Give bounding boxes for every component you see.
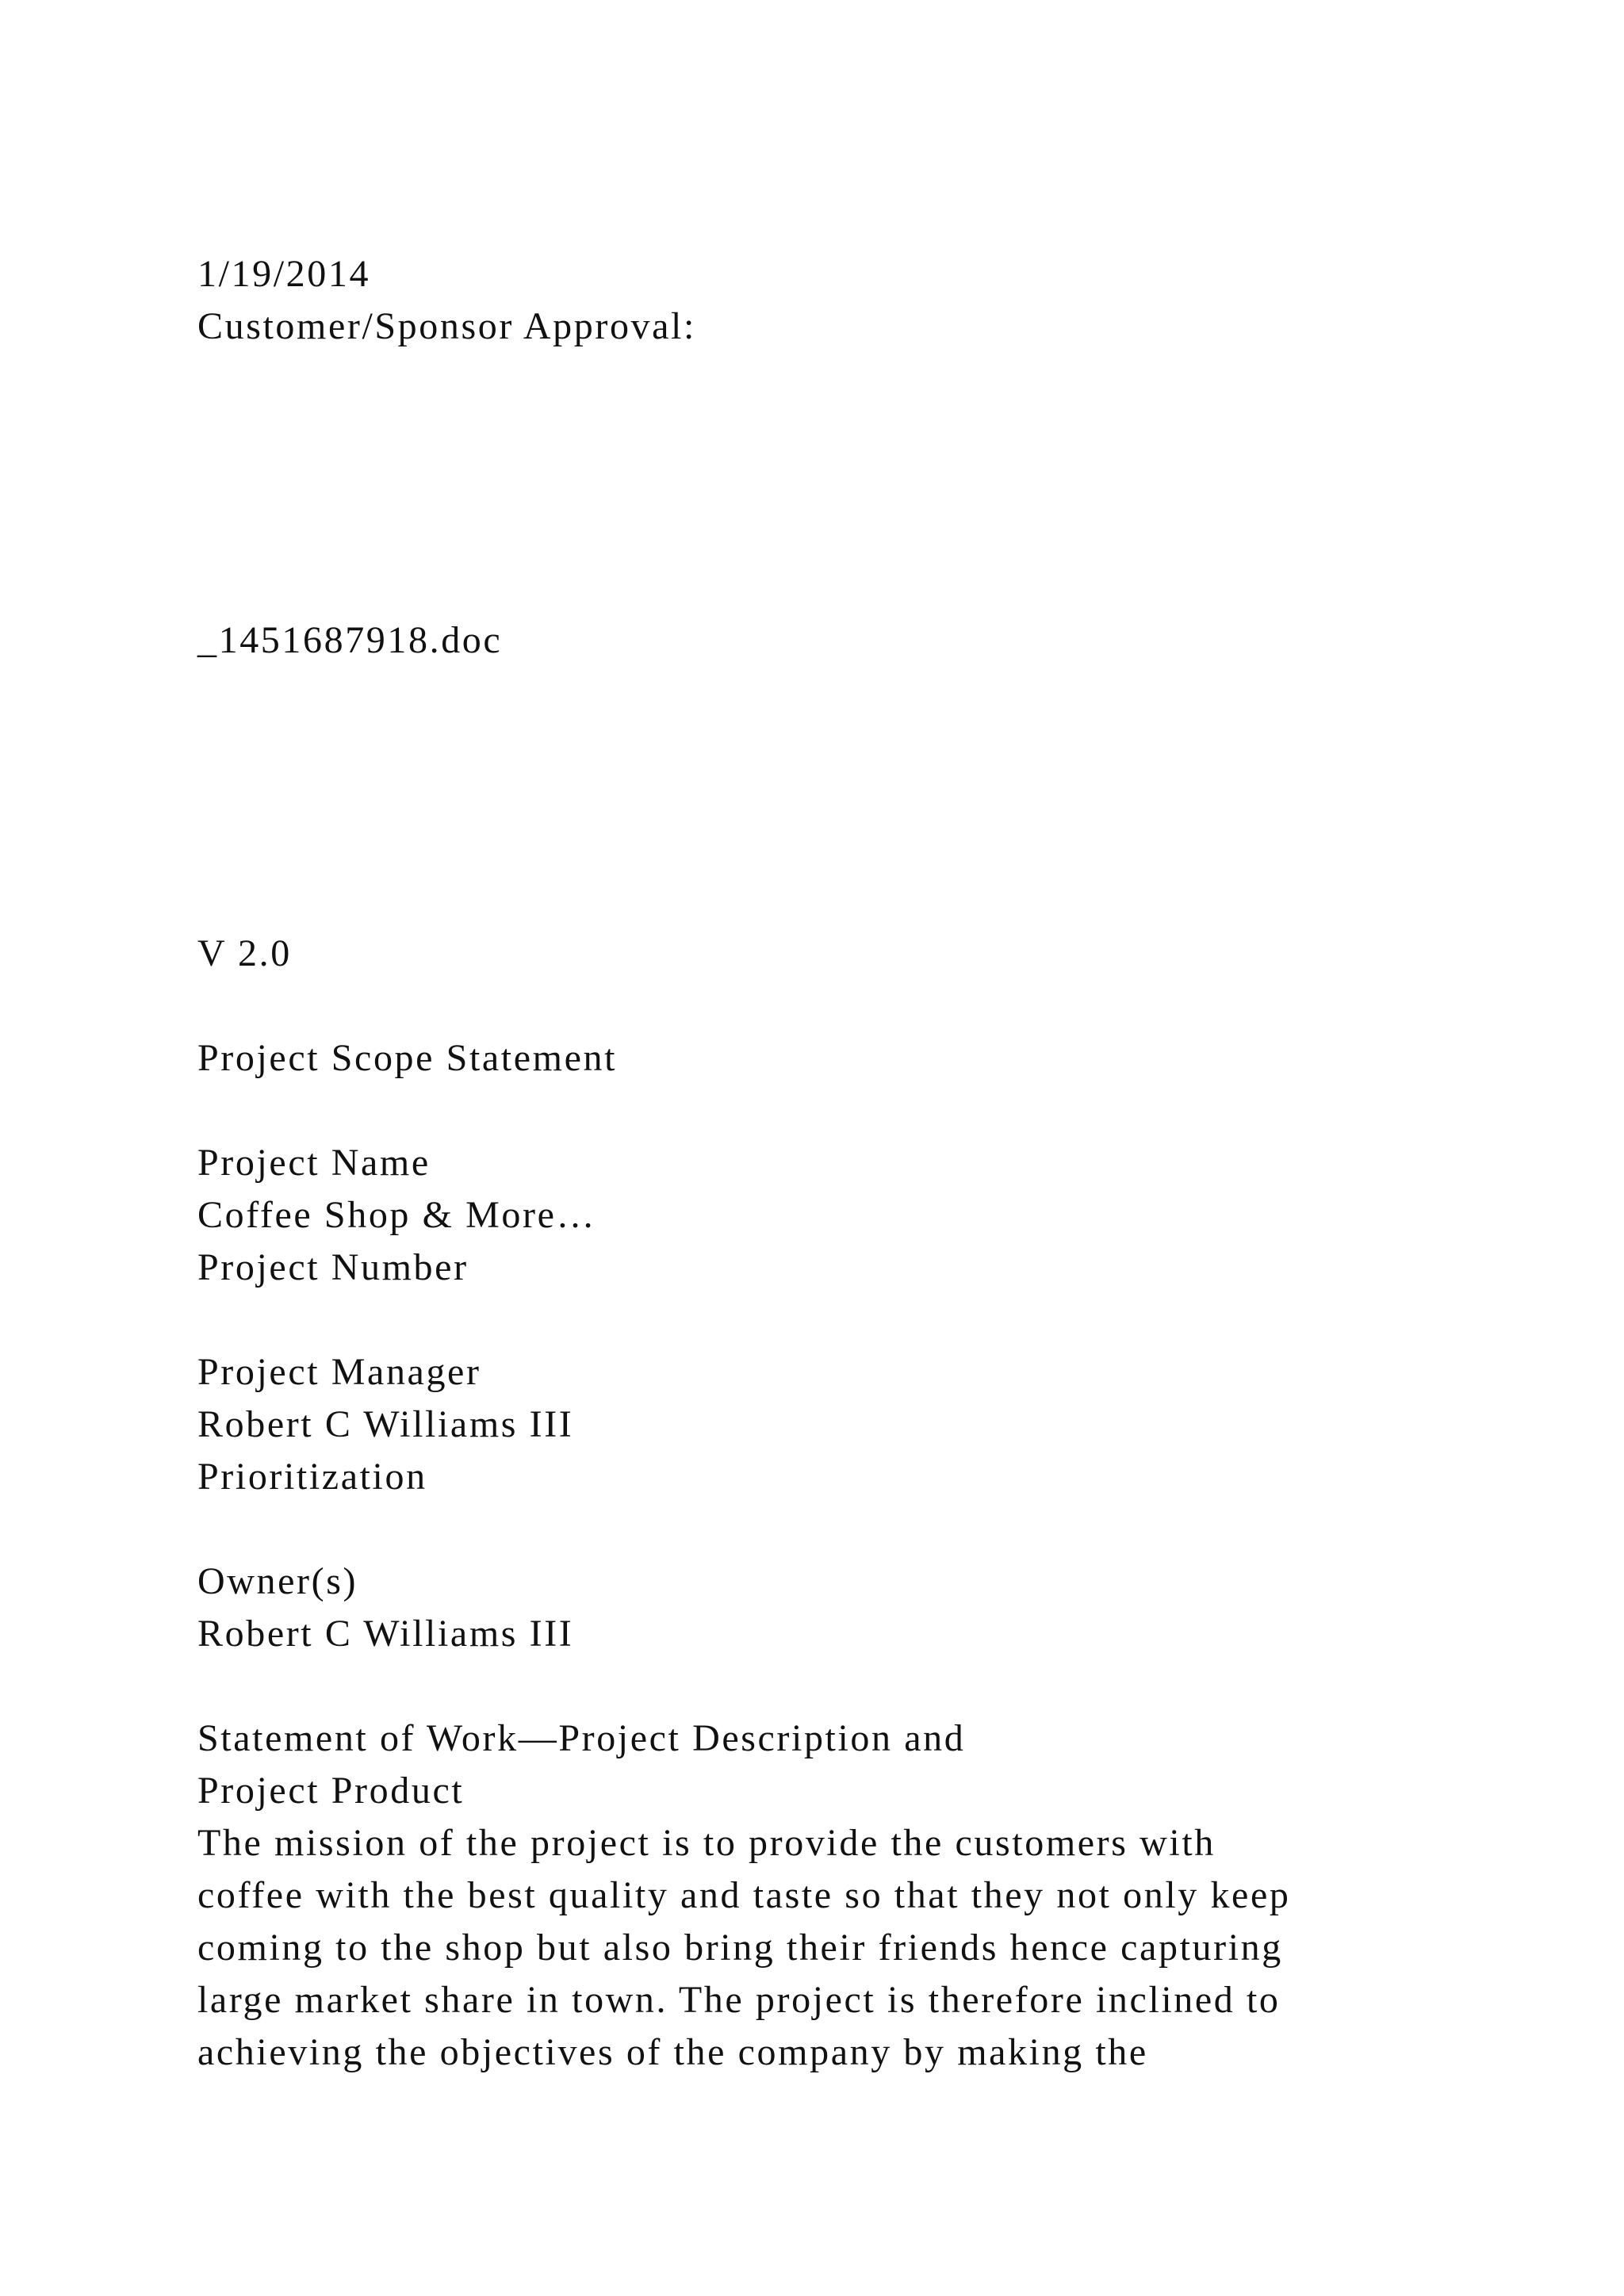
project-name-value: Coffee Shop & More… <box>197 1194 597 1236</box>
sow-heading-continued: Project Product <box>197 1770 465 1812</box>
project-manager-value: Robert C Williams III <box>197 1403 574 1445</box>
owners-label: Owner(s) <box>197 1560 358 1602</box>
attachment-filename: _1451687918.doc <box>197 619 503 661</box>
owners-value: Robert C Williams III <box>197 1613 574 1655</box>
project-manager-label: Project Manager <box>197 1351 481 1393</box>
body-paragraph-line: achieving the objectives of the company by making the <box>197 2031 1148 2073</box>
prioritization-label: Prioritization <box>197 1456 427 1498</box>
body-paragraph-line: The mission of the project is to provide the customers with <box>197 1822 1216 1864</box>
document-date: 1/19/2014 <box>197 253 371 295</box>
body-paragraph-line: coffee with the best quality and taste so that they not only keep <box>197 1874 1291 1916</box>
project-name-label: Project Name <box>197 1142 431 1184</box>
body-paragraph-line: large market share in town. The project is therefore inclined to <box>197 1979 1281 2021</box>
approval-label: Customer/Sponsor Approval: <box>197 305 696 347</box>
document-title: Project Scope Statement <box>197 1037 618 1079</box>
project-number-label: Project Number <box>197 1246 469 1288</box>
version-label: V 2.0 <box>197 932 292 974</box>
body-paragraph-line: coming to the shop but also bring their friends hence capturing <box>197 1927 1283 1969</box>
sow-heading: Statement of Work—Project Description and <box>197 1717 966 1759</box>
